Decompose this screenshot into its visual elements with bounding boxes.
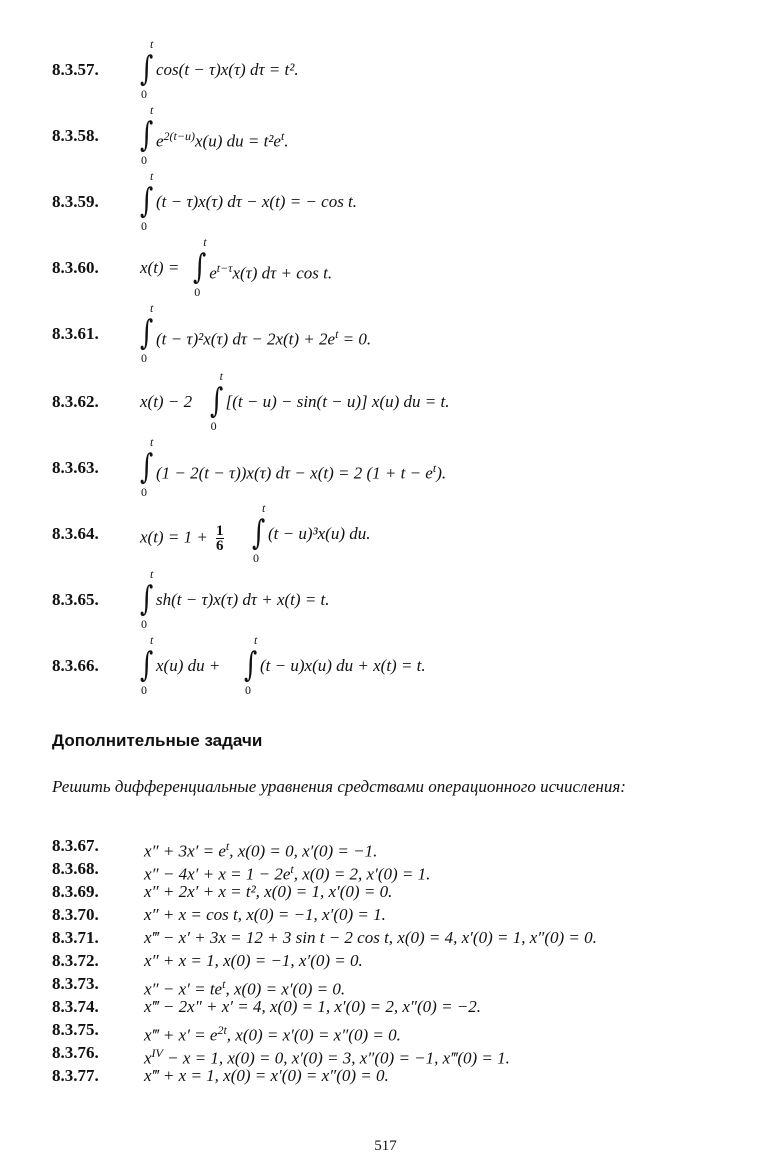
upper-limit: t (262, 501, 266, 515)
ode-equation: x″ + x = cos t, x(0) = −1, x′(0) = 1. (144, 905, 386, 924)
problem-number: 8.3.76. (52, 1043, 99, 1062)
equation-body: (t − u)³x(u) du. (268, 524, 371, 543)
problem-number: 8.3.67. (52, 836, 99, 855)
upper-limit: t (150, 567, 154, 581)
problem-number: 8.3.70. (52, 905, 99, 924)
lower-limit: 0 (245, 683, 251, 697)
upper-limit: t (150, 103, 154, 117)
ode-equation: $x'' - 4x' + x = 1 - 2e^t$, x(0) = 2, x′(0) = 1. (144, 862, 431, 884)
page-number: 517 (374, 1138, 397, 1154)
upper-limit: t (254, 633, 258, 647)
equation-body: (t − τ)²x(τ) $d\tau - 2x(t) + 2e^t = 0$. (156, 327, 372, 349)
ode-equation: x‴ − x′ + 3x = 12 + 3 sin t − 2 cos t, x(0) = 4, x′(0) = 1, x″(0) = 0. (144, 928, 597, 947)
ode-equation: x‴ + $x' = e^{2t}$, x(0) = x′(0) = x″(0) = 0. (144, 1023, 401, 1045)
lower-limit: 0 (141, 219, 147, 233)
upper-limit: t (219, 369, 223, 383)
upper-limit: t (150, 435, 154, 449)
lower-limit: 0 (194, 285, 201, 299)
problem-number: 8.3.59. (52, 192, 99, 211)
ode-equation: $x^{IV} - x = 1$, x(0) = 0, x′(0) = 3, x″(0) = −1, x‴(0) = 1. (144, 1046, 510, 1068)
integral-sign: ∫ (140, 181, 154, 221)
problem-number: 8.3.68. (52, 859, 99, 878)
lower-limit: 0 (210, 419, 217, 433)
lower-limit: 0 (141, 351, 147, 365)
integral-sign: ∫ (209, 381, 223, 421)
problem-number: 8.3.62. (52, 392, 99, 411)
ode-equation: x‴ + x = 1, x(0) = x′(0) = x″(0) = 0. (144, 1066, 389, 1085)
equation-body: cos(t − τ)x(τ) dτ = t². (156, 60, 299, 79)
upper-limit: t (150, 169, 154, 183)
ode-equation: x‴ − 2x″ + x′ = 4, x(0) = 1, x′(0) = 2, x″(0) = −2. (144, 997, 482, 1016)
equation-body-2: (t − u)x(u) du + x(t) = t. (260, 656, 426, 675)
upper-limit: t (150, 301, 154, 315)
ode-equation: $x'' + 3x' = e^t$, x(0) = 0, x′(0) = −1. (144, 839, 378, 861)
integral-sign: ∫ (140, 313, 154, 353)
equation-lhs: x(t) = 1 + $\frac{1}{6}$ (140, 523, 224, 554)
equation-lhs: x(t) = (140, 258, 180, 277)
ode-equation: x″ + 2x′ + x = t², x(0) = 1, x′(0) = 0. (144, 882, 393, 901)
problem-number: 8.3.61. (52, 324, 99, 343)
problem-number: 8.3.63. (52, 458, 99, 477)
equation-body: x(u) du + (156, 656, 221, 675)
integral-sign: ∫ (193, 247, 207, 287)
integral-sign: ∫ (140, 115, 154, 155)
problem-number: 8.3.71. (52, 928, 99, 947)
equation-lhs: x(t) − 2 (140, 392, 193, 411)
equation-body: (1 − 2(t − τ))x(τ) dτ − x(t) = 2 $(1 + t - e^t)$. (156, 461, 447, 483)
problem-number: 8.3.65. (52, 590, 99, 609)
problem-number: 8.3.58. (52, 126, 99, 145)
upper-limit: t (150, 633, 154, 647)
upper-limit: t (203, 235, 207, 249)
ode-equation: x″ + x = 1, x(0) = −1, x′(0) = 0. (144, 951, 363, 970)
problem-number: 8.3.73. (52, 974, 99, 993)
problem-number: 8.3.57. (52, 60, 99, 79)
lower-limit: 0 (141, 617, 147, 631)
section-title: Дополнительные задачи (52, 731, 263, 750)
intro-text: Решить дифференциальные уравнения средствами операционного исчисления: (52, 777, 626, 796)
integral-sign: ∫ (140, 645, 154, 685)
equation-body: (t − τ)x(τ) dτ − x(t) = − cos t. (156, 192, 358, 211)
integral-sign: ∫ (252, 513, 266, 553)
lower-limit: 0 (141, 683, 147, 697)
problem-number: 8.3.72. (52, 951, 99, 970)
integral-sign: ∫ (140, 579, 154, 619)
equation-body: $e^{t-\tau}x(\tau) d\tau + \cos t$. (209, 261, 333, 283)
ode-equation: $x'' - x' = te^t$, x(0) = x′(0) = 0. (144, 977, 346, 999)
upper-limit: t (150, 37, 154, 51)
problem-number: 8.3.60. (52, 258, 99, 277)
integral-sign: ∫ (140, 49, 154, 89)
integral-sign: ∫ (140, 447, 154, 487)
equation-body: sh(t − τ)x(τ) dτ + x(t) = t. (156, 590, 330, 609)
equation-body: $e^{2(t-u)}x(u)$ du = $t^2e^t$. (156, 129, 289, 151)
lower-limit: 0 (141, 485, 147, 499)
equation-body: [(t − u) − sin(t − u)] x(u) du = t. (225, 392, 450, 411)
problem-number: 8.3.75. (52, 1020, 99, 1039)
lower-limit: 0 (141, 87, 147, 101)
problem-number: 8.3.69. (52, 882, 99, 901)
lower-limit: 0 (253, 551, 259, 565)
lower-limit: 0 (141, 153, 147, 167)
problem-number: 8.3.77. (52, 1066, 99, 1085)
problem-number: 8.3.74. (52, 997, 99, 1016)
problem-number: 8.3.64. (52, 524, 99, 543)
integral-sign: ∫ (244, 645, 258, 685)
problem-number: 8.3.66. (52, 656, 99, 675)
